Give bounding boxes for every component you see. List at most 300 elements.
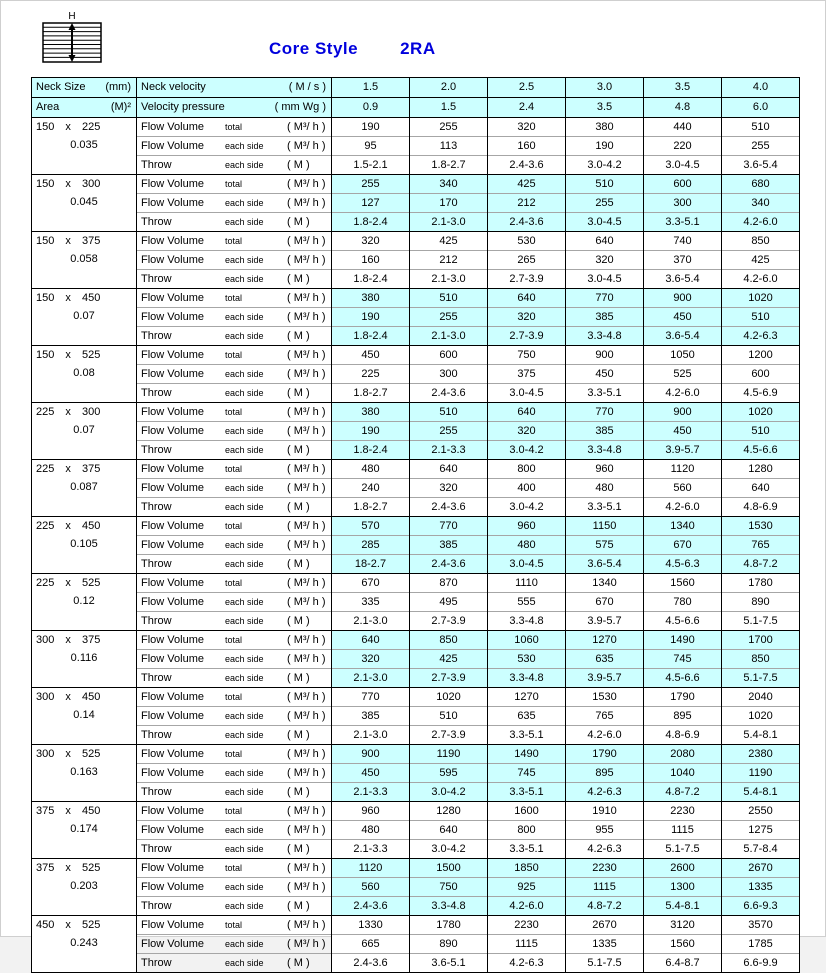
neck-size-value: 300 x 450 [36,691,101,703]
value-cell: 2550 [722,802,800,821]
value-cell: 800 [488,460,566,479]
row-label: Flow Volume [141,596,204,608]
row-unit: ( M ) [287,159,310,171]
row-label-cell [137,688,332,707]
row-label: Flow Volume [141,767,204,779]
row-sublabel: total [225,521,243,531]
value-cell: 1785 [722,935,800,954]
value-cell: 2.7-3.9 [410,669,488,688]
value-cell: 4.2-6.0 [644,498,722,517]
row-label-cell [137,384,332,403]
value-cell: 320 [488,118,566,137]
value-cell: 480 [332,821,410,840]
value-cell: 3.0-4.2 [410,783,488,802]
value-cell: 1040 [644,764,722,783]
value-cell: 4.2-6.0 [644,384,722,403]
row-unit: ( M³/ h ) [287,425,326,437]
table-row [32,859,800,878]
row-sublabel: each side [225,141,264,151]
row-unit: ( M³/ h ) [287,520,326,532]
row-unit: ( M ) [287,957,310,969]
neck-size-value: 375 x 525 [36,862,101,874]
value-cell: 890 [410,935,488,954]
value-cell: 745 [644,650,722,669]
value-cell: 2670 [566,916,644,935]
velocity-value: 3.5 [644,78,722,98]
value-cell: 255 [410,308,488,327]
value-cell: 2230 [566,859,644,878]
row-unit: ( M ) [287,501,310,513]
louver-core-vertical-adjust-icon [35,9,110,69]
table-row [32,574,800,593]
value-cell: 670 [644,536,722,555]
row-sublabel: total [225,806,243,816]
value-cell: 190 [332,118,410,137]
value-cell: 750 [410,878,488,897]
value-cell: 370 [644,251,722,270]
row-sublabel: each side [225,559,264,569]
table-row [32,422,800,441]
row-unit: ( M ) [287,444,310,456]
value-cell: 1850 [488,859,566,878]
neck-size-cell [32,289,137,346]
value-cell: 320 [410,479,488,498]
row-sublabel: each side [225,673,264,683]
row-unit: ( M ) [287,729,310,741]
value-cell: 320 [332,650,410,669]
row-label-cell [137,916,332,935]
value-cell: 510 [722,422,800,441]
row-label-cell [137,726,332,745]
value-cell: 1060 [488,631,566,650]
pressure-value: 4.8 [644,98,722,118]
value-cell: 2380 [722,745,800,764]
value-cell: 4.5-6.6 [644,612,722,631]
value-cell: 635 [566,650,644,669]
value-cell: 1020 [722,289,800,308]
row-sublabel: total [225,350,243,360]
value-cell: 955 [566,821,644,840]
value-cell: 895 [644,707,722,726]
value-cell: 1780 [410,916,488,935]
value-cell: 3.3-5.1 [488,783,566,802]
value-cell: 450 [566,365,644,384]
neck-size-value: 150 x 525 [36,349,101,361]
table-row [32,156,800,175]
row-label: Throw [141,216,172,228]
value-cell: 425 [410,232,488,251]
value-cell: 960 [332,802,410,821]
velocity-value: 3.0 [566,78,644,98]
value-cell: 240 [332,479,410,498]
value-cell: 770 [410,517,488,536]
row-unit: ( M ) [287,786,310,798]
value-cell: 595 [410,764,488,783]
value-cell: 400 [488,479,566,498]
value-cell: 6.6-9.9 [722,954,800,973]
row-label: Throw [141,957,172,969]
row-sublabel: each side [225,540,264,550]
row-label-cell [137,365,332,384]
value-cell: 4.5-6.9 [722,384,800,403]
value-cell: 640 [566,232,644,251]
neck-size-header-cell [32,78,137,98]
row-label: Flow Volume [141,406,204,418]
row-sublabel: each side [225,274,264,284]
row-unit: ( M³/ h ) [287,406,326,418]
value-cell: 1110 [488,574,566,593]
value-cell: 665 [332,935,410,954]
neck-size-cell [32,346,137,403]
row-label-cell [137,897,332,916]
row-label-cell [137,555,332,574]
value-cell: 212 [488,194,566,213]
value-cell: 4.2-6.3 [488,954,566,973]
row-unit: ( M³/ h ) [287,311,326,323]
neck-size-cell [32,403,137,460]
row-label-cell [137,327,332,346]
neck-size-value: 150 x 225 [36,121,101,133]
core-style-label: Core Style [269,39,359,58]
row-label-cell [137,593,332,612]
value-cell: 640 [488,289,566,308]
value-cell: 255 [332,175,410,194]
row-label-cell [137,403,332,422]
row-label: Flow Volume [141,577,204,589]
row-label: Flow Volume [141,710,204,722]
value-cell: 380 [566,118,644,137]
value-cell: 4.8-6.9 [722,498,800,517]
value-cell: 1780 [722,574,800,593]
neck-area-value: 0.203 [70,880,98,892]
area-label: Area [36,101,60,113]
value-cell: 5.1-7.5 [722,669,800,688]
neck-size-value: 225 x 375 [36,463,101,475]
value-cell: 380 [332,289,410,308]
row-sublabel: each side [225,217,264,227]
row-sublabel: each side [225,426,264,436]
value-cell: 1120 [644,460,722,479]
row-label-cell [137,498,332,517]
value-cell: 2.7-3.9 [410,612,488,631]
row-sublabel: total [225,635,243,645]
value-cell: 2230 [644,802,722,821]
row-sublabel: each side [225,768,264,778]
row-label-cell [137,137,332,156]
value-cell: 5.4-8.1 [644,897,722,916]
row-sublabel: each side [225,483,264,493]
row-sublabel: total [225,122,243,132]
row-sublabel: each side [225,787,264,797]
velocity-value: 2.0 [410,78,488,98]
row-label: Flow Volume [141,254,204,266]
value-cell: 450 [332,346,410,365]
row-unit: ( M³/ h ) [287,710,326,722]
page-title [269,39,436,59]
area-unit: (M)² [110,101,131,113]
value-cell: 670 [566,593,644,612]
row-label-cell [137,745,332,764]
table-row [32,346,800,365]
value-cell: 4.8-6.9 [644,726,722,745]
value-cell: 480 [566,479,644,498]
value-cell: 4.2-6.3 [566,783,644,802]
row-unit: ( M ) [287,843,310,855]
row-label: Flow Volume [141,805,204,817]
value-cell: 600 [644,175,722,194]
value-cell: 450 [332,764,410,783]
value-cell: 4.5-6.6 [722,441,800,460]
value-cell: 1.8-2.4 [332,213,410,232]
value-cell: 3.0-4.5 [566,213,644,232]
row-label: Throw [141,843,172,855]
row-unit: ( M³/ h ) [287,292,326,304]
value-cell: 1270 [566,631,644,650]
value-cell: 3.6-5.4 [722,156,800,175]
neck-size-label: Neck Size [36,81,86,93]
row-label-cell [137,251,332,270]
value-cell: 212 [410,251,488,270]
row-label-cell [137,175,332,194]
value-cell: 3.0-4.5 [488,384,566,403]
neck-area-value: 0.058 [70,253,98,265]
row-label-cell [137,878,332,897]
row-unit: ( M ) [287,672,310,684]
neck-size-value: 450 x 525 [36,919,101,931]
value-cell: 740 [644,232,722,251]
value-cell: 2.4-3.6 [488,156,566,175]
value-cell: 3.0-4.2 [488,498,566,517]
value-cell: 495 [410,593,488,612]
row-unit: ( M ) [287,558,310,570]
value-cell: 340 [722,194,800,213]
table-row [32,175,800,194]
value-cell: 510 [566,175,644,194]
row-label: Flow Volume [141,539,204,551]
value-cell: 3.3-5.1 [566,384,644,403]
value-cell: 1150 [566,517,644,536]
value-cell: 640 [332,631,410,650]
value-cell: 1600 [488,802,566,821]
row-sublabel: total [225,920,243,930]
row-label-cell [137,954,332,973]
value-cell: 3.6-5.4 [566,555,644,574]
value-cell: 1270 [488,688,566,707]
value-cell: 5.4-8.1 [722,726,800,745]
value-cell: 1050 [644,346,722,365]
row-unit: ( M ) [287,216,310,228]
neck-area-value: 0.045 [70,196,98,208]
row-unit: ( M³/ h ) [287,577,326,589]
value-cell: 575 [566,536,644,555]
value-cell: 530 [488,232,566,251]
value-cell: 265 [488,251,566,270]
row-unit: ( M³/ h ) [287,178,326,190]
value-cell: 1500 [410,859,488,878]
value-cell: 1280 [410,802,488,821]
row-unit: ( M³/ h ) [287,691,326,703]
row-sublabel: total [225,578,243,588]
value-cell: 3.9-5.7 [566,612,644,631]
value-cell: 6.6-9.3 [722,897,800,916]
value-cell: 255 [410,118,488,137]
value-cell: 640 [410,460,488,479]
value-cell: 113 [410,137,488,156]
row-label: Flow Volume [141,178,204,190]
row-sublabel: each side [225,331,264,341]
row-unit: ( M³/ h ) [287,349,326,361]
value-cell: 1.5-2.1 [332,156,410,175]
value-cell: 2.4-3.6 [332,897,410,916]
value-cell: 1330 [332,916,410,935]
value-cell: 680 [722,175,800,194]
table-row [32,365,800,384]
value-cell: 555 [488,593,566,612]
row-label: Flow Volume [141,311,204,323]
value-cell: 770 [566,289,644,308]
row-sublabel: total [225,179,243,189]
row-unit: ( M ) [287,387,310,399]
row-label: Throw [141,615,172,627]
value-cell: 2.1-3.0 [410,327,488,346]
row-label: Flow Volume [141,368,204,380]
area-header-cell [32,98,137,118]
row-unit: ( M³/ h ) [287,368,326,380]
row-sublabel: each side [225,198,264,208]
value-cell: 2.4-3.6 [332,954,410,973]
value-cell: 1490 [644,631,722,650]
neck-size-value: 225 x 450 [36,520,101,532]
table-row [32,802,800,821]
value-cell: 1300 [644,878,722,897]
row-label-cell [137,821,332,840]
neck-area-value: 0.12 [73,595,95,607]
value-cell: 530 [488,650,566,669]
value-cell: 780 [644,593,722,612]
value-cell: 1115 [644,821,722,840]
value-cell: 525 [644,365,722,384]
value-cell: 285 [332,536,410,555]
value-cell: 190 [332,422,410,441]
value-cell: 2.7-3.9 [488,270,566,289]
row-label-cell [137,517,332,536]
neck-area-value: 0.035 [70,139,98,151]
neck-size-cell [32,574,137,631]
neck-size-value: 150 x 300 [36,178,101,190]
value-cell: 635 [488,707,566,726]
value-cell: 4.2-6.0 [722,270,800,289]
row-sublabel: each side [225,445,264,455]
row-label-cell [137,574,332,593]
row-label-cell [137,422,332,441]
table-row [32,327,800,346]
value-cell: 1020 [722,707,800,726]
row-unit: ( M³/ h ) [287,634,326,646]
value-cell: 225 [332,365,410,384]
header-row-pressure [32,98,800,118]
value-cell: 340 [410,175,488,194]
core-style-code: 2RA [400,39,436,58]
value-cell: 1700 [722,631,800,650]
pressure-value: 0.9 [332,98,410,118]
row-label-cell [137,707,332,726]
neck-size-value: 300 x 525 [36,748,101,760]
table-row [32,118,800,137]
value-cell: 640 [488,403,566,422]
row-sublabel: total [225,749,243,759]
value-cell: 2.1-3.0 [332,669,410,688]
value-cell: 4.2-6.0 [566,726,644,745]
table-row [32,783,800,802]
table-row [32,821,800,840]
table-row [32,612,800,631]
row-label-cell [137,783,332,802]
row-label: Flow Volume [141,520,204,532]
value-cell: 510 [410,707,488,726]
value-cell: 2.1-3.3 [410,441,488,460]
value-cell: 2670 [722,859,800,878]
row-label-cell [137,669,332,688]
value-cell: 3.0-4.2 [410,840,488,859]
value-cell: 800 [488,821,566,840]
row-unit: ( M³/ h ) [287,824,326,836]
table-row [32,840,800,859]
row-unit: ( M ) [287,615,310,627]
neck-area-value: 0.087 [70,481,98,493]
value-cell: 5.7-8.4 [722,840,800,859]
value-cell: 3.3-5.1 [644,213,722,232]
velocity-value: 1.5 [332,78,410,98]
neck-size-unit: (mm) [105,81,131,93]
value-cell: 900 [566,346,644,365]
row-label: Flow Volume [141,482,204,494]
table-row [32,878,800,897]
table-row [32,688,800,707]
row-sublabel: each side [225,255,264,265]
row-sublabel: each side [225,160,264,170]
velocity-pressure-unit: ( mm Wg ) [274,101,326,113]
row-unit: ( M³/ h ) [287,235,326,247]
table-row [32,479,800,498]
neck-size-cell [32,688,137,745]
value-cell: 1910 [566,802,644,821]
table-row [32,308,800,327]
value-cell: 3.3-5.1 [488,726,566,745]
value-cell: 5.1-7.5 [722,612,800,631]
row-sublabel: each side [225,616,264,626]
value-cell: 18-2.7 [332,555,410,574]
row-label-cell [137,232,332,251]
value-cell: 3570 [722,916,800,935]
value-cell: 255 [410,422,488,441]
neck-size-value: 375 x 450 [36,805,101,817]
value-cell: 1335 [566,935,644,954]
row-label: Throw [141,501,172,513]
row-label: Throw [141,729,172,741]
neck-area-value: 0.116 [70,652,98,664]
neck-size-cell [32,232,137,289]
row-label-cell [137,156,332,175]
neck-size-cell [32,460,137,517]
table-row [32,916,800,935]
value-cell: 1.8-2.4 [332,327,410,346]
row-label-cell [137,802,332,821]
table-row [32,935,800,954]
row-unit: ( M³/ h ) [287,862,326,874]
row-sublabel: total [225,692,243,702]
row-label: Throw [141,444,172,456]
row-label-cell [137,650,332,669]
